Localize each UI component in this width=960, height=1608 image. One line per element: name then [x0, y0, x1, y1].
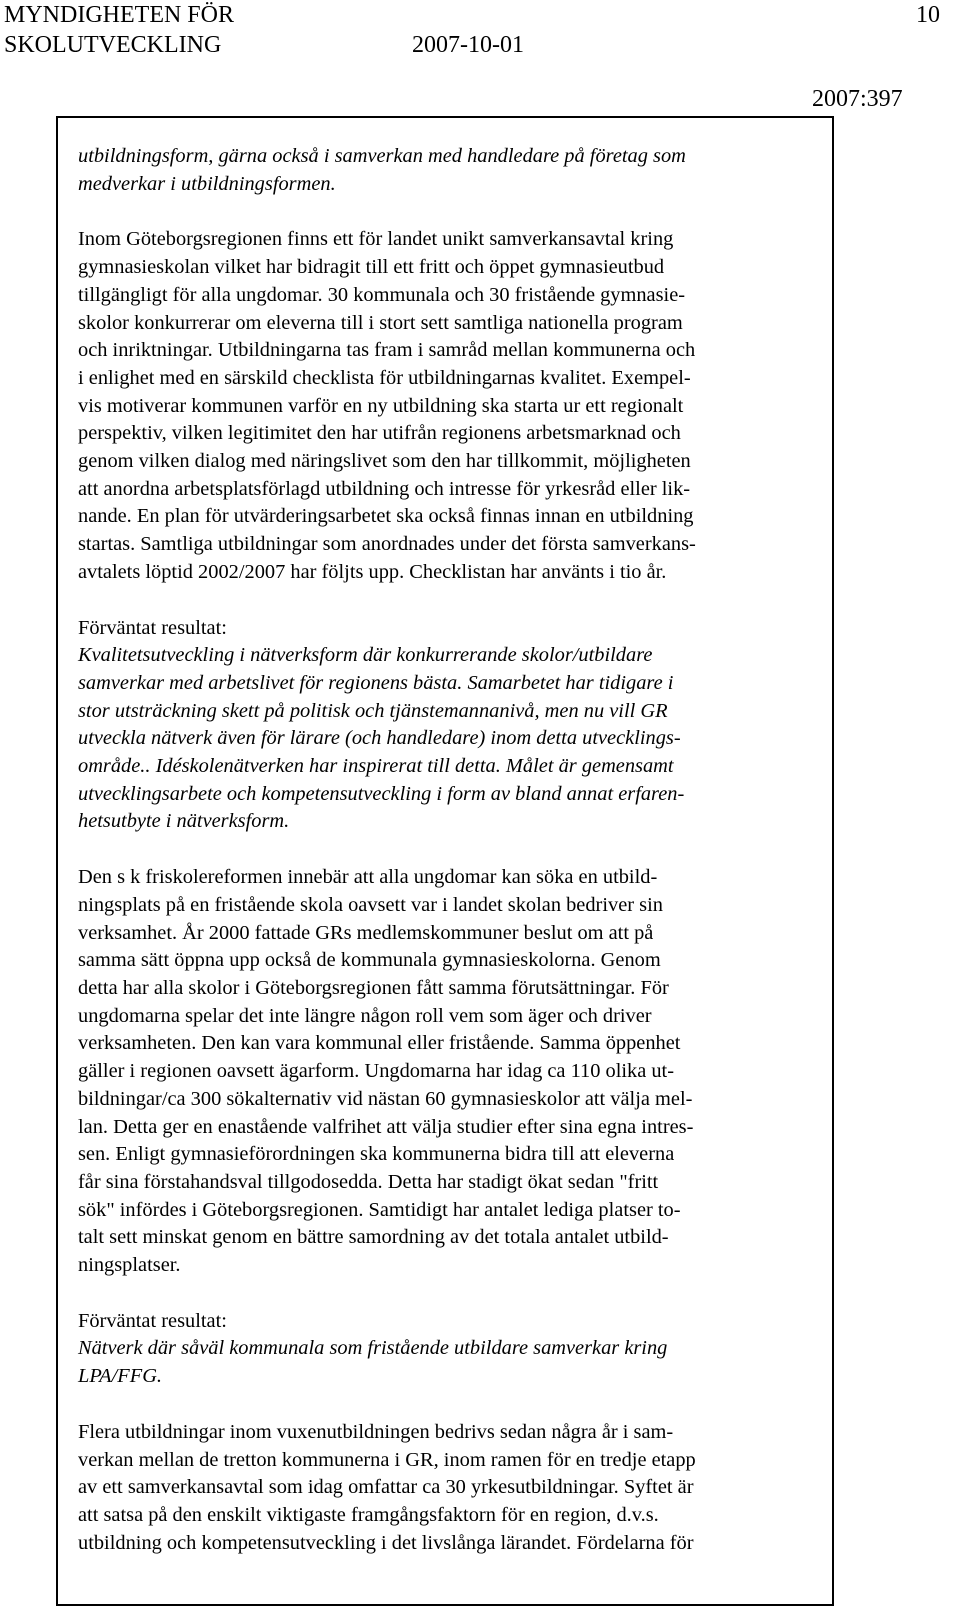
text-line: stor utsträckning skett på politisk och tjänstemannanivå, men nu vill GR	[78, 699, 668, 722]
text-line: utbildning och kompetensutveckling i det livslånga lärandet. Fördelarna för	[78, 1531, 694, 1554]
header-organization-line2: SKOLUTVECKLING	[4, 32, 222, 58]
text-line: perspektiv, vilken legitimitet den har utifrån regionens arbetsmarknad och	[78, 422, 681, 445]
text-line: Nätverk där såväl kommunala som fristående utbildare samverkar kring	[78, 1337, 668, 1360]
expected-result-label: Förväntat resultat:	[78, 1309, 227, 1332]
text-line: gäller i regionen oavsett ägarform. Ungdomarna har idag ca 110 olika ut-	[78, 1060, 675, 1083]
text-line: samma sätt öppna upp också de kommunala gymnasieskolorna. Genom	[78, 949, 661, 972]
paragraph-friskolereformen	[78, 864, 816, 1280]
text-line: och inriktningar. Utbildningarna tas fram i samråd mellan kommunerna och	[78, 339, 696, 362]
text-line: verksamheten. Den kan vara kommunal eller fristående. Samma öppenhet	[78, 1032, 681, 1055]
text-line: verksamhet. År 2000 fattade GRs medlemskommuner beslut om att på	[78, 921, 654, 944]
text-line: vis motiverar kommunen varför en ny utbildning ska starta ur ett regionalt	[78, 394, 684, 417]
text-line: sök" infördes i Göteborgsregionen. Samtidigt har antalet lediga platser to-	[78, 1198, 681, 1221]
text-line: bildningar/ca 300 sökalternativ vid nästan 60 gymnasieskolor att välja mel-	[78, 1087, 693, 1110]
paragraph-samverkansavtal	[78, 226, 816, 586]
text-line: utvecklingsarbete och kompetensutveckling i form av bland annat erfaren-	[78, 782, 685, 805]
text-line: medverkar i utbildningsformen.	[78, 172, 336, 195]
text-line: verkan mellan de tretton kommunerna i GR, inom ramen för en tredje etapp	[78, 1448, 696, 1471]
text-line: ungdomarna spelar det inte längre någon roll vem som äger och driver	[78, 1004, 652, 1027]
document-body	[78, 143, 816, 1557]
expected-result-label: Förväntat resultat:	[78, 616, 227, 639]
text-line: talt sett minskat genom en bättre samordning av det totala antalet utbild-	[78, 1226, 669, 1249]
text-line: avtalets löptid 2002/2007 har följts upp. Checklistan har använts i tio år.	[78, 560, 667, 583]
expected-result-2	[78, 1308, 816, 1391]
page-number: 10	[916, 2, 940, 28]
text-line: sen. Enligt gymnasieförordningen ska kommunerna bidra till att eleverna	[78, 1143, 675, 1166]
text-line: gymnasieskolan vilket har bidragit till ett fritt och öppet gymnasieutbud	[78, 256, 665, 279]
text-line: skolor konkurrerar om eleverna till i stort sett samtliga nationella program	[78, 311, 683, 334]
text-line: lan. Detta ger en enastående valfrihet att välja studier efter sina egna intres-	[78, 1115, 694, 1138]
text-line: område.. Idéskolenätverken har inspirerat till detta. Målet är gemensamt	[78, 755, 674, 778]
text-line: nande. En plan för utvärderingsarbetet ska också finnas innan en utbildning	[78, 505, 694, 528]
expected-result-1	[78, 615, 816, 837]
text-line: av ett samverkansavtal som idag omfattar ca 30 yrkesutbildningar. Syftet är	[78, 1476, 694, 1499]
text-line: utbildningsform, gärna också i samverkan med handledare på företag som	[78, 145, 686, 167]
text-line: tillgängligt för alla ungdomar. 30 kommunala och 30 fristående gymnasie-	[78, 283, 686, 306]
header-organization-line1: MYNDIGHETEN FÖR	[4, 2, 234, 28]
text-line: detta har alla skolor i Göteborgsregionen fått samma förutsättningar. För	[78, 976, 669, 999]
text-line: samverkar med arbetslivet för regionens bästa. Samarbetet har tidigare i	[78, 671, 674, 694]
paragraph-intro	[78, 143, 816, 198]
text-line: genom vilken dialog med näringslivet som den har tillkommit, möjligheten	[78, 450, 691, 473]
text-line: ningsplats på en fristående skola oavsett var i landet skolan bedriver sin	[78, 893, 663, 916]
text-line: utveckla nätverk även för lärare (och handledare) inom detta utvecklings-	[78, 727, 681, 750]
text-line: Flera utbildningar inom vuxenutbildningen bedrivs sedan några år i sam-	[78, 1420, 674, 1443]
text-line: hetsutbyte i nätverksform.	[78, 810, 290, 833]
document-reference: 2007:397	[812, 86, 903, 112]
text-line: LPA/FFG.	[78, 1365, 163, 1388]
text-line: Kvalitetsutveckling i nätverksform där konkurrerande skolor/utbildare	[78, 644, 653, 667]
text-line: att anordna arbetsplatsförlagd utbildning och intresse för yrkesråd eller lik-	[78, 477, 691, 500]
paragraph-vuxenutbildning	[78, 1419, 816, 1558]
text-line: att satsa på den enskilt viktigaste framgångsfaktorn för en region, d.v.s.	[78, 1503, 659, 1526]
text-line: Den s k friskolereformen innebär att alla ungdomar kan söka en utbild-	[78, 866, 658, 889]
text-line: startas. Samtliga utbildningar som anordnades under det första samverkans-	[78, 533, 696, 556]
text-line: ningsplatser.	[78, 1254, 181, 1277]
text-line: i enlighet med en särskild checklista för utbildningarnas kvalitet. Exempel-	[78, 366, 691, 389]
text-line: får sina förstahandsval tillgodosedda. Detta har stadigt ökat sedan "fritt	[78, 1170, 659, 1193]
text-line: Inom Göteborgsregionen finns ett för landet unikt samverkansavtal kring	[78, 228, 674, 251]
header-date: 2007-10-01	[412, 32, 524, 58]
